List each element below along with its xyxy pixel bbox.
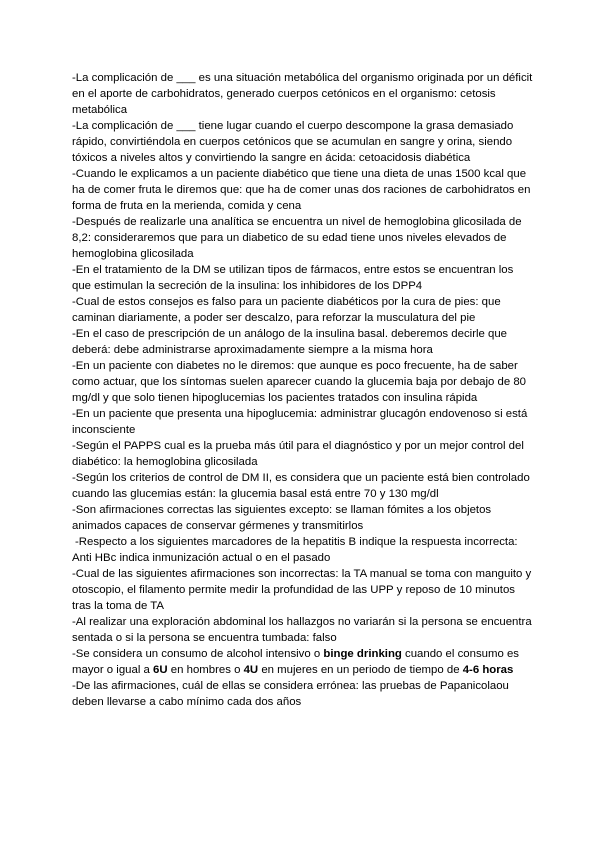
paragraph-11: -Según los criterios de control de DM II, es considera que un paciente está bien controlado cuando las glucemias están: la glucemia basal está entre 70 y 130 mg/dl	[72, 472, 530, 500]
paragraph-14: -Cual de las siguientes afirmaciones son incorrectas: la TA manual se toma con manguito y otoscopio, el filamento permite medir la profundidad de las UPP y reposo de 10 minutos tras la toma de TA	[72, 568, 532, 612]
paragraph-13: -Respecto a los siguientes marcadores de la hepatitis B indique la respuesta incorrecta: Anti HBc indica inmunización actual o en el pasado	[72, 536, 518, 564]
paragraph-16-bold-hours: 4-6 horas	[462, 664, 514, 676]
paragraph-12: -Son afirmaciones correctas las siguientes excepto: se llaman fómites a los objetos animados capaces de conservar gérmenes y transmitirlos	[72, 504, 492, 532]
paragraph-16	[72, 646, 534, 678]
paragraph-2: -La complicación de ___ tiene lugar cuando el cuerpo descompone la grasa demasiado rápido, convirtiéndola en cuerpos cetónicos que se acumulan en sangre y orina, siendo tóxicos a niveles altos y convirtiendo la sangre en ácida: cetoacidosis diabética	[72, 120, 514, 164]
paragraph-16-segment: -Se considera un consumo de alcohol intensivo o	[72, 648, 324, 660]
paragraph-3: -Cuando le explicamos a un paciente diabético que tiene una dieta de unas 1500 kcal que ha de comer fruta le diremos que: que ha de comer unas dos raciones de carbohidratos en forma de fruta en la merienda, comida y cena	[72, 168, 531, 212]
paragraph-1: -La complicación de ___ es una situación metabólica del organismo originada por un déficit en el aporte de carbohidratos, generado cuerpos cetónicos en el organismo: cetosis metabólica	[72, 72, 533, 116]
paragraph-16-segment: en hombres o	[167, 664, 244, 676]
paragraph-17: -De las afirmaciones, cuál de ellas se considera errónea: las pruebas de Papanicolaou deben llevarse a cabo mínimo cada dos años	[72, 680, 509, 708]
paragraph-10: -Según el PAPPS cual es la prueba más útil para el diagnóstico y por un mejor control del diabético: la hemoglobina glicosilada	[72, 440, 524, 468]
paragraph-16-bold-binge-drinking: binge drinking	[323, 648, 402, 660]
paragraph-4: -Después de realizarle una analítica se encuentra un nivel de hemoglobina glicosilada de 8,2: consideraremos que para un diabetico de su edad tiene unos niveles elevados de hemoglobina glicosilada	[72, 216, 522, 260]
paragraph-6: -Cual de estos consejos es falso para un paciente diabéticos por la cura de pies: que caminan diariamente, a poder ser descalzo, para reforzar la musculatura del pie	[72, 296, 501, 324]
paragraph-16-segment: en mujeres en un periodo de tiempo de	[258, 664, 463, 676]
paragraph-7: -En el caso de prescripción de un análogo de la insulina basal. deberemos decirle que deberá: debe administrarse aproximadamente siempre a la misma hora	[72, 328, 508, 356]
document-page	[72, 70, 534, 710]
paragraph-16-bold-4u: 4U	[243, 664, 259, 676]
paragraph-8: -En un paciente con diabetes no le diremos: que aunque es poco frecuente, ha de saber como actuar, que los síntomas suelen aparecer cuando la glucemia baja por debajo de 80 mg/dl y que solo tienen hipoglucemias los pacientes tratados con insulina rápida	[72, 360, 527, 404]
paragraph-16-segment: cuando el consumo es mayor o igual a	[72, 648, 520, 676]
paragraph-5: -En el tratamiento de la DM se utilizan tipos de fármacos, entre estos se encuentran los que estimulan la secreción de la insulina: los inhibidores de los DPP4	[72, 264, 514, 292]
paragraph-9: -En un paciente que presenta una hipoglucemia: administrar glucagón endovenoso si está inconsciente	[72, 408, 528, 436]
paragraph-16-bold-6u: 6U	[153, 664, 168, 676]
paragraph-15: -Al realizar una exploración abdominal los hallazgos no variarán si la persona se encuentra sentada o si la persona se encuentra tumbada: falso	[72, 616, 532, 644]
